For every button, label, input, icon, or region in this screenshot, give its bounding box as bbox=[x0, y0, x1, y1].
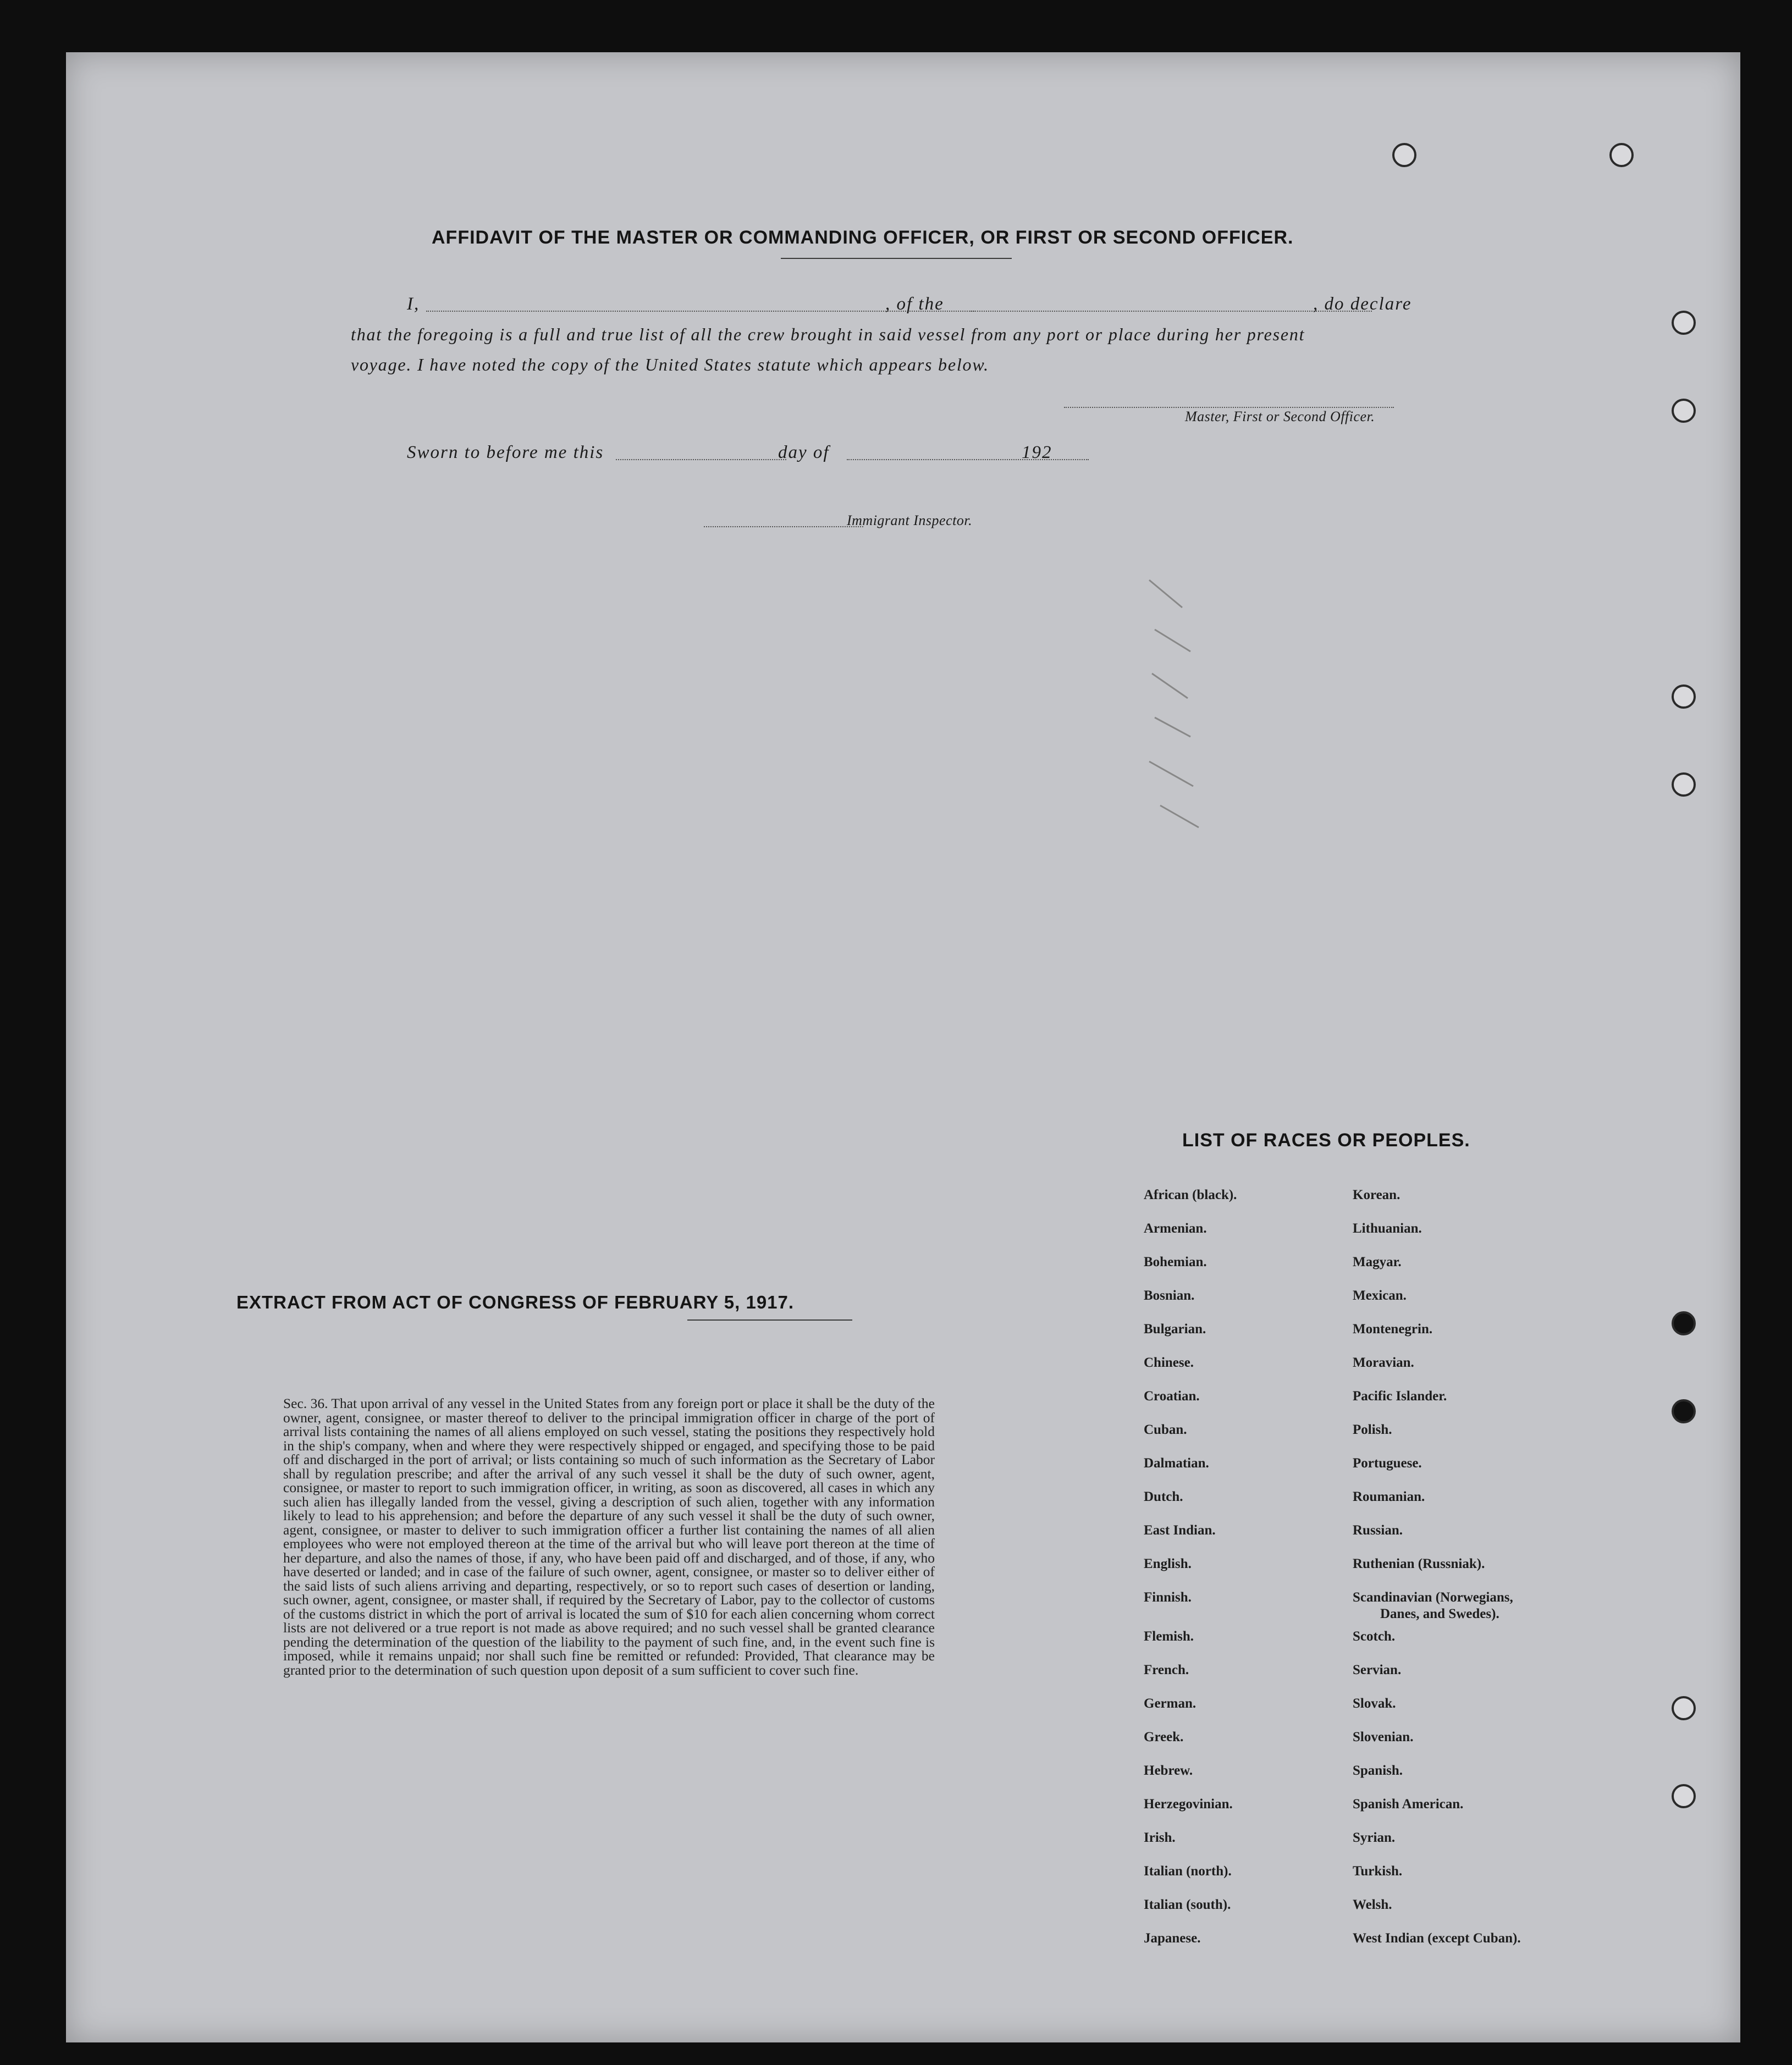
race-item: Magyar. bbox=[1353, 1255, 1402, 1269]
race-item: Moravian. bbox=[1353, 1355, 1414, 1370]
punch-hole bbox=[1672, 1784, 1696, 1808]
race-item: Scotch. bbox=[1353, 1629, 1396, 1644]
punch-hole bbox=[1672, 311, 1696, 335]
race-item: Korean. bbox=[1353, 1188, 1400, 1202]
race-item: Slovak. bbox=[1353, 1696, 1396, 1711]
race-item: Montenegrin. bbox=[1353, 1322, 1433, 1337]
race-item: Irish. bbox=[1144, 1830, 1176, 1845]
race-item: Welsh. bbox=[1353, 1897, 1392, 1912]
race-item: West Indian (except Cuban). bbox=[1353, 1931, 1521, 1946]
race-item: Finnish. bbox=[1144, 1590, 1192, 1605]
race-item: Scandinavian (Norwegians, bbox=[1353, 1590, 1513, 1605]
race-item: German. bbox=[1144, 1696, 1196, 1711]
punch-hole bbox=[1672, 399, 1696, 423]
punch-hole bbox=[1392, 143, 1416, 167]
race-item: Italian (south). bbox=[1144, 1897, 1231, 1912]
inspector-signature-line bbox=[704, 526, 863, 527]
punch-hole bbox=[1672, 772, 1696, 797]
race-item: Dutch. bbox=[1144, 1489, 1183, 1504]
race-item: Russian. bbox=[1353, 1523, 1403, 1538]
race-item: English. bbox=[1144, 1556, 1192, 1571]
race-item: Bosnian. bbox=[1144, 1288, 1195, 1303]
race-item: Slovenian. bbox=[1353, 1730, 1414, 1744]
punch-hole bbox=[1609, 143, 1634, 167]
race-item: Herzegovinian. bbox=[1144, 1797, 1233, 1812]
race-item: Roumanian. bbox=[1353, 1489, 1425, 1504]
race-item: African (black). bbox=[1144, 1188, 1237, 1202]
race-item: Cuban. bbox=[1144, 1422, 1187, 1437]
affidavit-heading: AFFIDAVIT OF THE MASTER OR COMMANDING OFFICER, OR FIRST OR SECOND OFFICER. bbox=[432, 227, 1294, 248]
races-heading: LIST OF RACES OR PEOPLES. bbox=[1182, 1130, 1470, 1151]
affidavit-line-2: that the foregoing is a full and true list of all the crew brought in said vessel from any port or place during her present bbox=[351, 324, 1305, 344]
race-item: Danes, and Swedes). bbox=[1380, 1606, 1499, 1621]
race-item: Polish. bbox=[1353, 1422, 1392, 1437]
race-item: Italian (north). bbox=[1144, 1864, 1232, 1879]
affidavit-line-3: voyage. I have noted the copy of the United States statute which appears below. bbox=[351, 355, 989, 374]
race-item: Mexican. bbox=[1353, 1288, 1407, 1303]
race-item: Turkish. bbox=[1353, 1864, 1403, 1879]
affidavit-do-declare: , do declare bbox=[1313, 294, 1412, 314]
punch-hole bbox=[1672, 684, 1696, 709]
race-item: Syrian. bbox=[1353, 1830, 1396, 1845]
officer-caption: Master, First or Second Officer. bbox=[1185, 408, 1375, 424]
race-item: Portuguese. bbox=[1353, 1456, 1422, 1471]
punch-hole bbox=[1672, 1399, 1696, 1423]
race-item: Pacific Islander. bbox=[1353, 1389, 1447, 1404]
race-item: Spanish American. bbox=[1353, 1797, 1464, 1812]
pen-marks bbox=[1138, 569, 1276, 855]
punch-hole bbox=[1672, 1696, 1696, 1720]
race-item: Bohemian. bbox=[1144, 1255, 1207, 1269]
statute-text: Sec. 36. That upon arrival of any vessel in the United States from any foreign port or place it shall be the duty of the owner, agent, consignee, or master thereof to deliver to the principal immigration officer in charge of the port of arrival lists containing the names of all aliens employed on such vessel, stating the positions they respectively hold in the ship's company, when and where they were respectively shipped or engaged, and specifying those to be paid off and discharged in the port of arrival; or lists containing so much of such information as the Secretary of Labor shall by regulation prescribe; and after the arrival of any such vessel it shall be the duty of such owner, agent, consignee, or master to report to such immigration officer, in writing, as soon as discovered, all cases in which any such alien has illegally landed from the vessel, giving a description of such alien, together with any information likely to lead to his apprehension; and before the departure of any such vessel it shall be the duty of such owner, agent, consignee, or master to deliver to such immigration officer a further list containing the names of all alien employees who were not employed thereon at the time of the arrival but who will leave port thereon at the time of her departure, and also the names of those, if any, who have been paid off and discharged, and of those, if any, who have deserted or landed; and in case of the failure of such owner, agent, consignee, or master so to deliver either of the said lists of such aliens arriving and departing, respectively, or so to report such cases of desertion or landing, such owner, agent, consignee, or master shall, if required by the Secretary of Labor, pay to the collector of customs of the customs district in which the port of arrival is located the sum of $10 for each alien concerning whom correct lists are not delivered or a true report is not made as above required; and no such vessel shall be granted clearance pending the determination of the question of the liability to the payment of such fine, and, in the event such fine is imposed, while it remains unpaid; nor shall such fine be remitted or refunded: Provided, That clearance may be granted prior to the determination of such question upon deposit of a sum sufficient to cover such fine. bbox=[283, 1395, 935, 1678]
race-item: Chinese. bbox=[1144, 1355, 1194, 1370]
sworn-month-line bbox=[847, 459, 1089, 460]
document-page bbox=[66, 52, 1740, 2042]
extract-heading: EXTRACT FROM ACT OF CONGRESS OF FEBRUARY 5, 1917. bbox=[236, 1292, 795, 1312]
heading-rule bbox=[781, 258, 1012, 259]
officer-signature-line bbox=[1064, 407, 1394, 408]
race-item: Servian. bbox=[1353, 1663, 1402, 1677]
race-item: Greek. bbox=[1144, 1730, 1184, 1744]
race-item: Lithuanian. bbox=[1353, 1221, 1422, 1236]
race-item: Dalmatian. bbox=[1144, 1456, 1209, 1471]
inspector-caption: Immigrant Inspector. bbox=[847, 512, 973, 528]
vessel-field-line bbox=[971, 311, 1372, 312]
race-item: Ruthenian (Russniak). bbox=[1353, 1556, 1485, 1571]
race-item: Armenian. bbox=[1144, 1221, 1207, 1236]
race-item: Bulgarian. bbox=[1144, 1322, 1206, 1337]
race-item: Japanese. bbox=[1144, 1931, 1201, 1946]
sworn-day-line bbox=[616, 459, 786, 460]
race-item: French. bbox=[1144, 1663, 1189, 1677]
sworn-text: Sworn to before me this bbox=[407, 443, 604, 462]
race-item: East Indian. bbox=[1144, 1523, 1216, 1538]
extract-heading-rule bbox=[687, 1319, 852, 1321]
affidavit-i-label: I, bbox=[407, 294, 420, 314]
race-item: Hebrew. bbox=[1144, 1763, 1193, 1778]
race-item: Spanish. bbox=[1353, 1763, 1403, 1778]
punch-hole bbox=[1672, 1311, 1696, 1335]
affidavit-of-the: , of the bbox=[885, 294, 944, 314]
year-text: 192 bbox=[1022, 443, 1052, 462]
day-of-text: day of bbox=[778, 443, 830, 462]
race-item: Flemish. bbox=[1144, 1629, 1194, 1644]
race-item: Croatian. bbox=[1144, 1389, 1200, 1404]
